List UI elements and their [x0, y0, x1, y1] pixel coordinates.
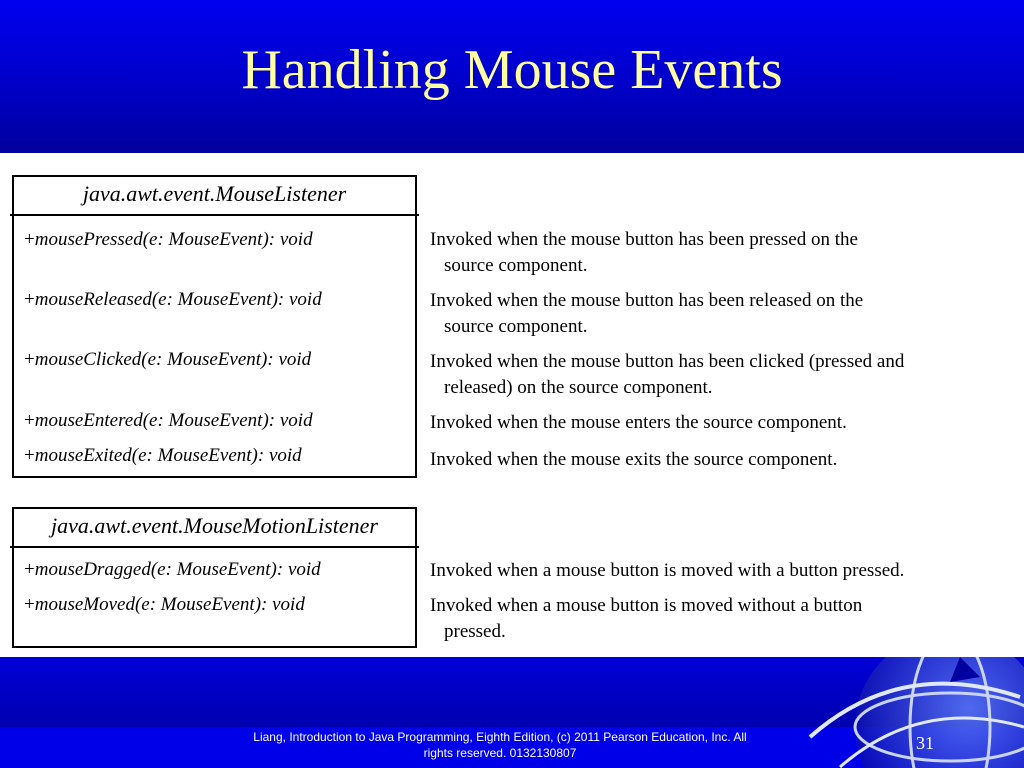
- desc-mouse-clicked: Invoked when the mouse button has been clicked (pressed and released) on the source component.: [430, 351, 905, 398]
- desc-mouse-moved: Invoked when a mouse button is moved without a button pressed.: [430, 595, 863, 642]
- mouse-motion-listener-class-name: java.awt.event.MouseMotionListener: [51, 513, 378, 538]
- slide-title: Handling Mouse Events: [241, 39, 783, 101]
- method-mouse-dragged: +mouseDragged(e: MouseEvent): void: [24, 559, 321, 580]
- desc-mouse-dragged: Invoked when a mouse button is moved with a button pressed.: [430, 560, 905, 581]
- desc-mouse-pressed: Invoked when the mouse button has been pressed on the source component.: [430, 229, 858, 276]
- method-mouse-released: +mouseReleased(e: MouseEvent): void: [24, 289, 322, 310]
- method-mouse-entered: +mouseEntered(e: MouseEvent): void: [24, 410, 313, 431]
- uml-divider: [10, 214, 419, 216]
- desc-mouse-exited: Invoked when the mouse exits the source component.: [430, 449, 838, 470]
- method-mouse-clicked: +mouseClicked(e: MouseEvent): void: [24, 349, 312, 370]
- page-number: 31: [916, 733, 934, 753]
- mouse-listener-uml-box: [12, 175, 417, 478]
- uml-divider: [10, 546, 419, 548]
- desc-mouse-released: Invoked when the mouse button has been released on the source component.: [430, 290, 864, 337]
- desc-mouse-entered: Invoked when the mouse enters the source component.: [430, 412, 847, 433]
- mouse-listener-class-name: java.awt.event.MouseListener: [82, 181, 347, 206]
- title-bar: [0, 0, 1024, 153]
- method-mouse-exited: +mouseExited(e: MouseEvent): void: [24, 445, 302, 466]
- method-mouse-pressed: +mousePressed(e: MouseEvent): void: [24, 229, 313, 250]
- mouse-motion-listener-uml-box: [12, 507, 417, 648]
- copyright-footer: Liang, Introduction to Java Programming, Eighth Edition, (c) 2011 Pearson Education, Inc. All rights reserved. 0132130807: [253, 730, 747, 760]
- method-mouse-moved: +mouseMoved(e: MouseEvent): void: [24, 594, 305, 615]
